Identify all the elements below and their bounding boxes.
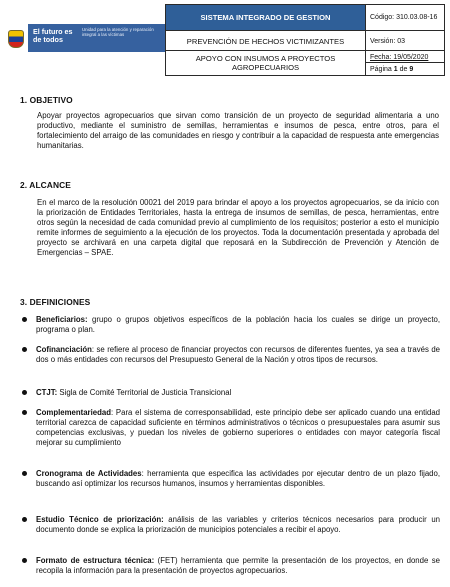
definition-term: Beneficiarios: <box>36 315 88 324</box>
definition-term: Complementariedad <box>36 408 111 417</box>
definition-item <box>22 388 440 398</box>
document-version: Versión: 03 <box>366 30 444 50</box>
definition-text <box>36 388 440 398</box>
document-header <box>0 0 450 78</box>
bullet-icon <box>22 347 27 352</box>
definition-body: : herramienta que especifica las actividades por ejecutar dentro de un plazo fijado, buscando así optimizar los recursos humanos, insumos y herramientas disponibles. <box>36 469 440 489</box>
definition-term: Estudio Técnico de priorización: <box>36 515 164 524</box>
definition-body: : Para el sistema de corresponsabilidad, este principio debe ser aplicado cuando una entidad territorial carezca de capacidad suficiente en términos administrativos o técnicos o presupuestales para asumir sus competencias exclusivas, y puedan los niveles de gobierno superiores o entidades con mayor categoría fiscal mejorar su cumplimiento <box>36 408 440 448</box>
bullet-icon <box>22 558 27 563</box>
page-number <box>366 62 444 75</box>
header-table <box>165 4 445 76</box>
definition-text <box>36 515 440 535</box>
bullet-icon <box>22 517 27 522</box>
section-title-definiciones: 3. DEFINICIONES <box>20 297 91 307</box>
section-title-alcance: 2. ALCANCE <box>20 180 71 190</box>
definition-item <box>22 469 440 489</box>
definition-text <box>36 315 440 335</box>
bullet-icon <box>22 471 27 476</box>
page-of: de <box>397 66 410 73</box>
brand-sub-text: Unidad para la atención y reparación integral a las víctimas <box>82 27 154 38</box>
objetivo-text: Apoyar proyectos agropecuarios que sirvan como transición de un proyecto de seguridad alimentaria a uno productivo, mediante el suministro de semillas, herramientas e insumos de pesca, entre otros, para el fortalecimiento del arraigo de las comunidades en riesgo y contribuir a la capacidad de respuesta ante emergencias humanitarias. <box>37 111 439 151</box>
brand-main-text: El futuro es de todos <box>33 27 73 44</box>
definition-text <box>36 345 440 365</box>
definition-body: : se refiere al proceso de financiar proyectos con recursos de diferentes fuentes, ya sea a través de dos o más entidades con recursos del Presupuesto General de la Nación y otros tipos de recursos. <box>36 345 440 365</box>
definition-term: CTJT: <box>36 388 58 397</box>
definition-term: Cofinanciación <box>36 345 92 354</box>
definition-body: grupo o grupos objetivos específicos de la población hacia los cuales se dirige un proyecto, programa o plan. <box>36 315 440 335</box>
definition-item <box>22 556 440 576</box>
document-date-text: Fecha: 19/05/2020 <box>370 54 429 61</box>
section-title-objetivo: 1. OBJETIVO <box>20 95 73 105</box>
definition-term: Cronograma de Actividades <box>36 469 142 478</box>
definition-term: Formato de estructura técnica: <box>36 556 155 565</box>
document-code: Código: 310.03.08-16 <box>370 14 438 21</box>
document-date <box>366 50 444 62</box>
bullet-icon <box>22 410 27 415</box>
page-prefix: Página <box>370 66 394 73</box>
definition-item <box>22 515 440 535</box>
brand-logo <box>28 24 166 52</box>
process-name: PREVENCIÓN DE HECHOS VICTIMIZANTES <box>166 30 366 50</box>
definition-body: análisis de las variables y criterios técnicos necesarios para producir un documento donde se explica la priorización de municipios potenciales a recibir el apoyo. <box>36 515 441 535</box>
definition-item <box>22 345 440 365</box>
bullet-icon <box>22 390 27 395</box>
definition-item <box>22 408 440 448</box>
page-current: 1 <box>393 66 398 73</box>
definition-body: (FET) herramienta que permite la presentación de los proyectos, en donde se recopila la información para la presentación de proyectos agropecuarios. <box>36 556 440 576</box>
definition-text <box>36 408 440 448</box>
logo-area <box>0 4 165 76</box>
definition-text <box>36 469 440 489</box>
page-total: 9 <box>409 66 414 73</box>
definition-item <box>22 315 440 335</box>
definition-text <box>36 556 440 576</box>
system-title: SISTEMA INTEGRADO DE GESTION <box>166 5 366 30</box>
bullet-icon <box>22 317 27 322</box>
alcance-text: En el marco de la resolución 00021 del 2019 para brindar el apoyo a los proyectos agropecuarios, se da inicio con la priorización de Entidades Territoriales, hasta la entrega de insumos de semillas, de pesca, herramientas, entre otros según la necesidad de cada comunidad previo al cumplimiento de los requisitos; posterior a esto el municipio remite informes de seguimiento a la ejecución de los proyectos. Toda la documentación presentada y aprobada del proyecto se archivará en una carpeta digital que reposará en la Subdirección de Prevención y Atención de Emergencias – SPAE. <box>37 198 439 258</box>
colombia-coat-of-arms-icon <box>8 30 24 48</box>
definition-body: Sigla de Comité Territorial de Justicia Transicional <box>57 388 232 397</box>
document-name: APOYO CON INSUMOS A PROYECTOS AGROPECUARIOS <box>166 50 366 75</box>
